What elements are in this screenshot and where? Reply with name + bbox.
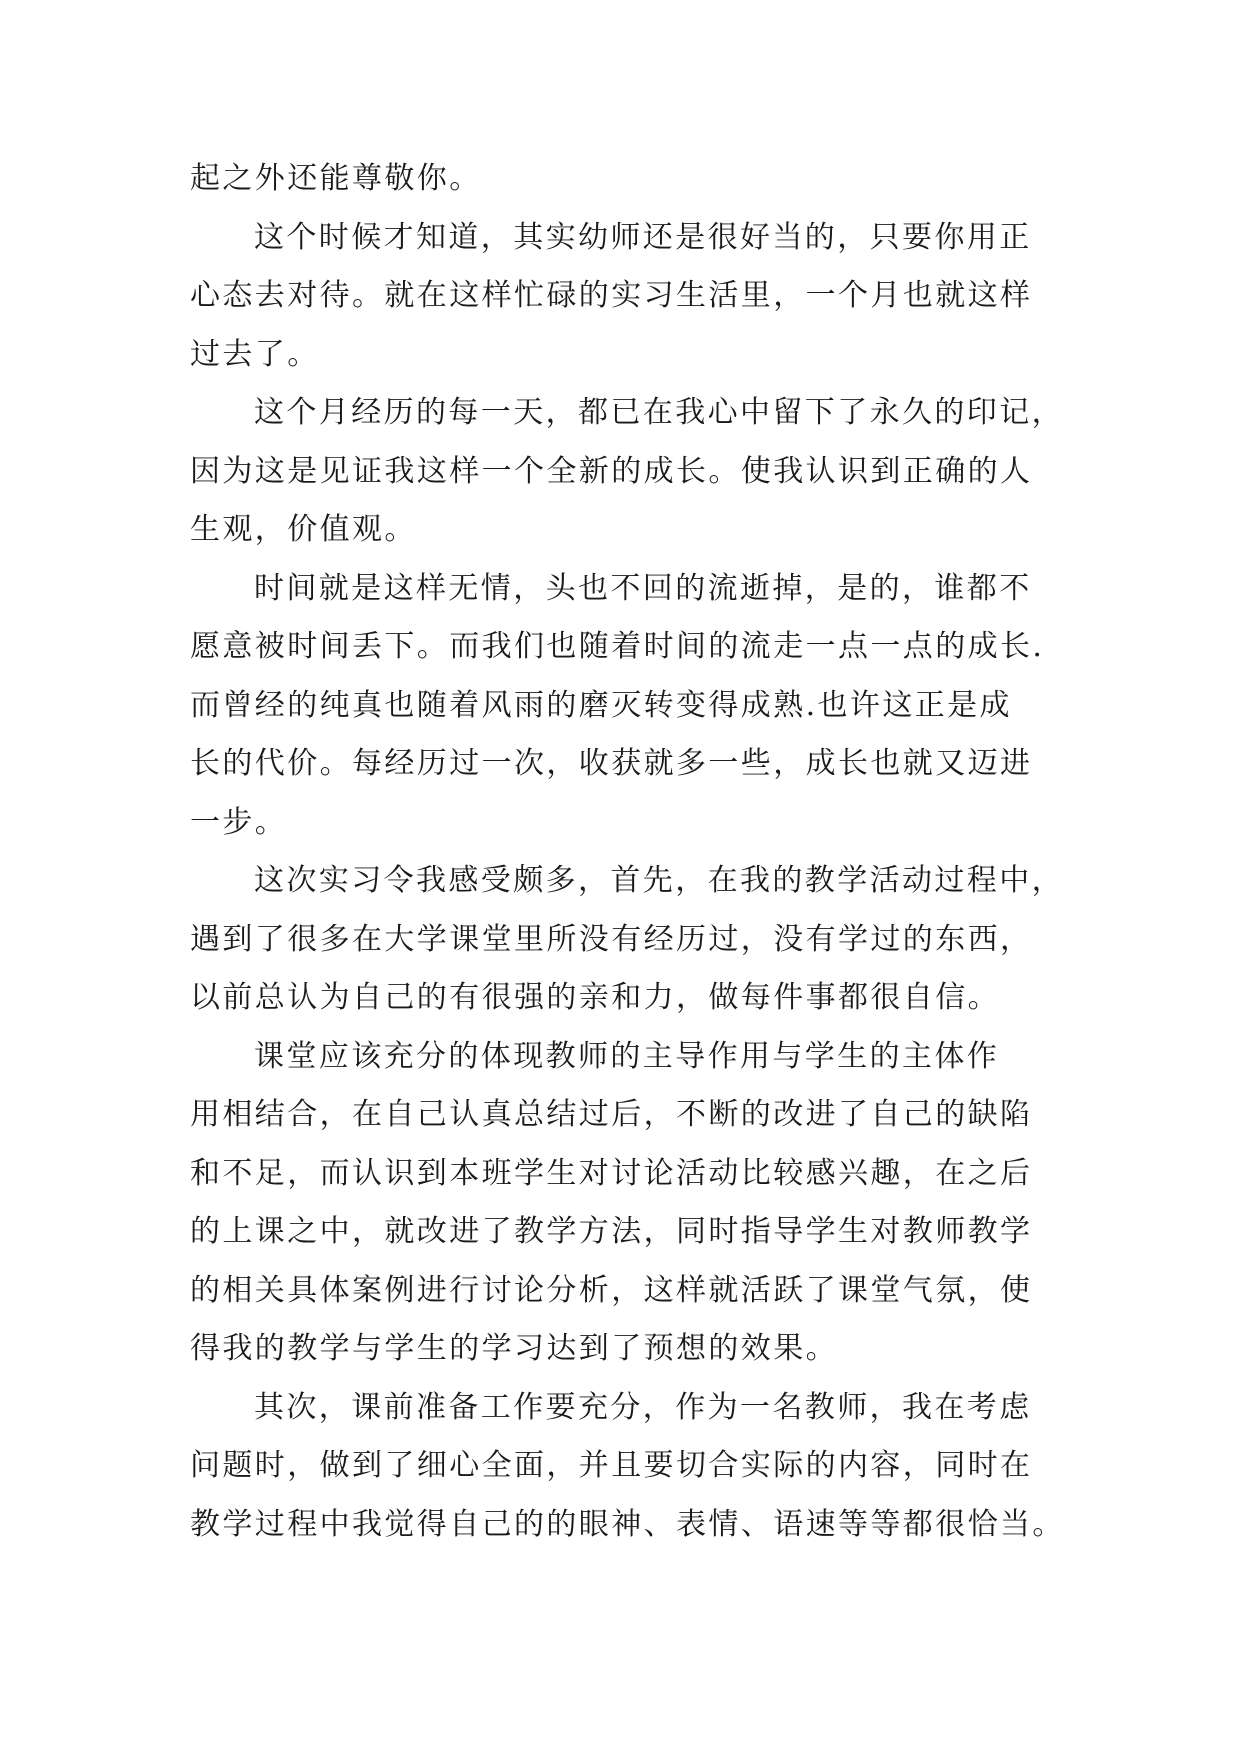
- text-line: 这个月经历的每一天，都已在我心中留下了永久的印记，: [254, 395, 1064, 430]
- document-body: [190, 150, 1065, 1554]
- text-line: 教学过程中我觉得自己的的眼神、表情、语速等等都很恰当。: [190, 1506, 1065, 1542]
- text-line: 起之外还能尊敬你。: [190, 161, 482, 196]
- text-line: 心态去对待。就在这样忙碌的实习生活里，一个月也就这样: [190, 278, 1033, 313]
- text-line: 愿意被时间丢下。而我们也随着时间的流走一点一点的成长.: [190, 629, 1045, 664]
- text-line: 而曾经的纯真也随着风雨的磨灭转变得成熟.也许这正是成: [190, 687, 1012, 723]
- text-line: 其次，课前准备工作要充分，作为一名教师，我在考虑: [254, 1389, 1032, 1425]
- text-line: 时间就是这样无情，头也不回的流逝掉，是的，谁都不: [254, 570, 1032, 606]
- text-line: 遇到了很多在大学课堂里所没有经历过，没有学过的东西，: [190, 921, 1033, 957]
- text-line: 以前总认为自己的有很强的亲和力，做每件事都很自信。: [190, 980, 1000, 1015]
- text-line: 的上课之中，就改进了教学方法，同时指导学生对教师教学: [190, 1214, 1033, 1249]
- text-line: 一步。: [190, 804, 288, 840]
- text-line: 问题时，做到了细心全面，并且要切合实际的内容，同时在: [190, 1448, 1033, 1483]
- text-line: 课堂应该充分的体现教师的主导作用与学生的主体作: [254, 1038, 1000, 1074]
- text-line: 过去了。: [190, 336, 320, 372]
- text-line: 和不足，而认识到本班学生对讨论活动比较感兴趣，在之后: [190, 1155, 1033, 1191]
- text-line: 这个时候才知道，其实幼师还是很好当的，只要你用正: [254, 219, 1032, 255]
- text-line: 得我的教学与学生的学习达到了预想的效果。: [190, 1331, 838, 1366]
- text-line: 长的代价。每经历过一次，收获就多一些，成长也就又迈进: [190, 746, 1033, 781]
- text-line: 因为这是见证我这样一个全新的成长。使我认识到正确的人: [190, 453, 1033, 489]
- text-line: 的相关具体案例进行讨论分析，这样就活跃了课堂气氛，使: [190, 1272, 1033, 1308]
- text-line: 用相结合，在自己认真总结过后，不断的改进了自己的缺陷: [190, 1097, 1033, 1132]
- text-line: 生观，价值观。: [190, 512, 417, 547]
- text-line: 这次实习令我感受颇多，首先，在我的教学活动过程中，: [254, 863, 1064, 898]
